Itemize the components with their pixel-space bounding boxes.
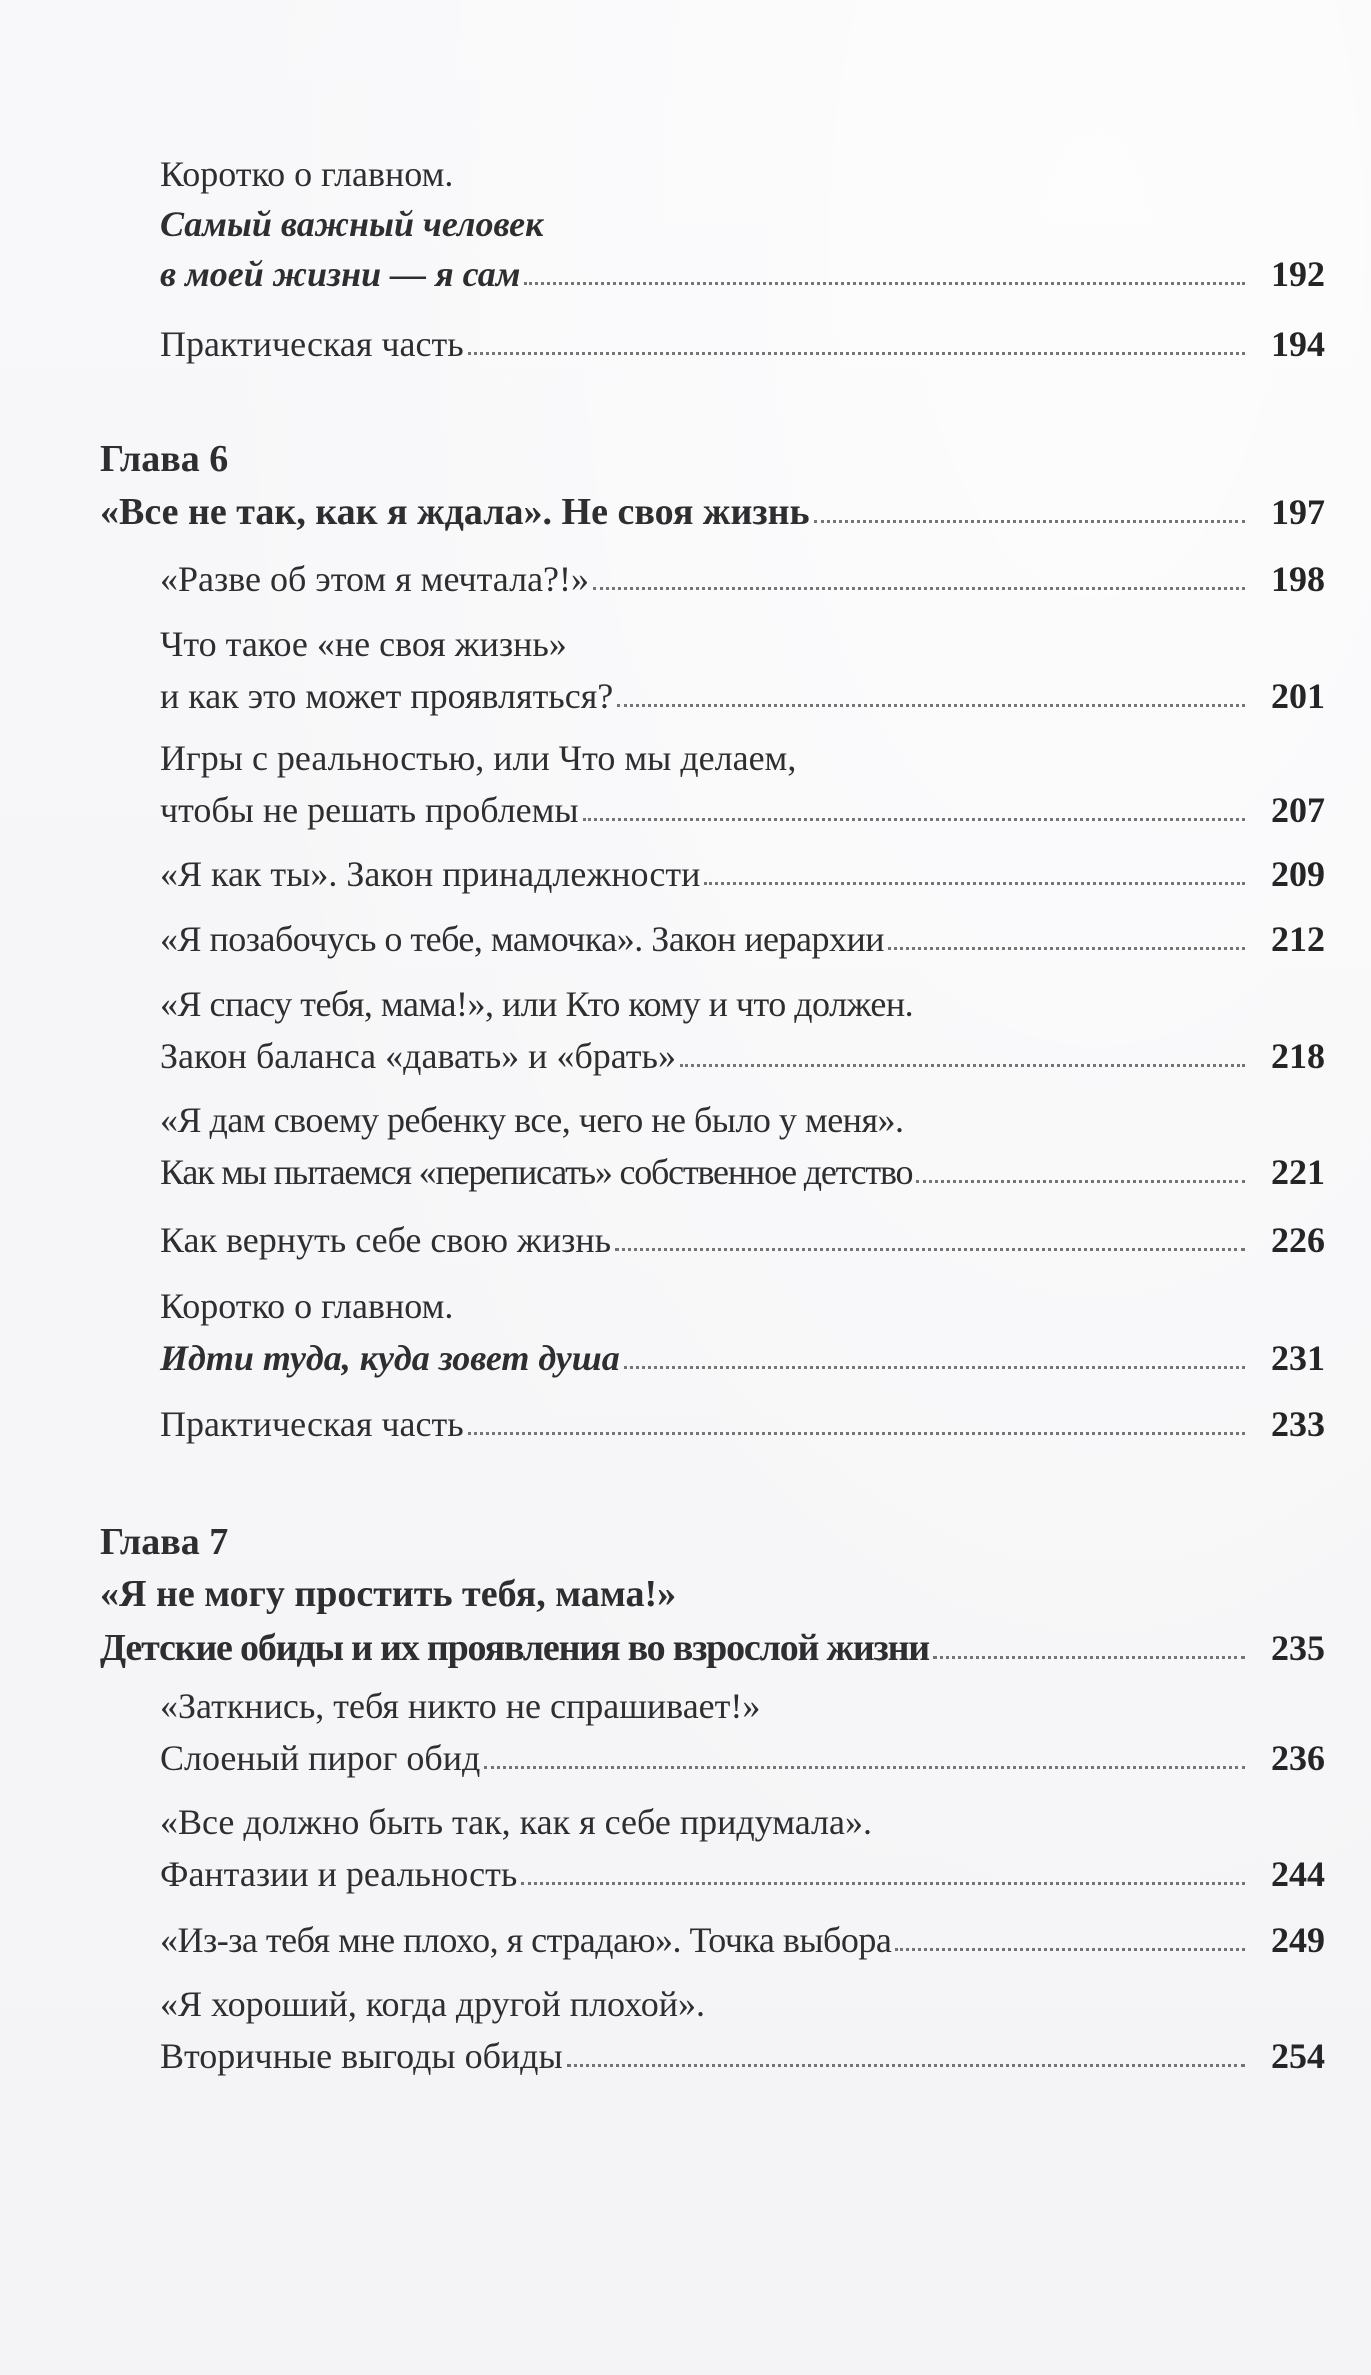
toc-entry-line1: «Я спасу тебя, мама!», или Кто кому и что должен. — [160, 984, 914, 1024]
toc-entry-summary-line2: Самый важный человек — [160, 204, 544, 244]
toc-entry[interactable]: Как вернуть себе свою жизнь 226 — [160, 1220, 1325, 1260]
leader-dots — [484, 1766, 1245, 1769]
toc-entry[interactable]: Слоеный пирог обид 236 — [160, 1738, 1325, 1778]
toc-entry[interactable]: «Из-за тебя мне плохо, я страдаю». Точка выбора 249 — [160, 1920, 1325, 1960]
toc-entry-summary[interactable]: в моей жизни — я сам 192 — [160, 254, 1325, 294]
leader-dots — [933, 1656, 1245, 1659]
page-number: 207 — [1271, 790, 1325, 830]
toc-entry[interactable]: чтобы не решать проблемы 207 — [160, 790, 1325, 830]
page-number: 244 — [1271, 1854, 1325, 1894]
page-number: 192 — [1271, 254, 1325, 294]
toc-entry-summary-line1: Коротко о главном. — [160, 154, 454, 194]
page-number: 194 — [1271, 324, 1325, 364]
toc-entry-summary-line1: Коротко о главном. — [160, 1286, 454, 1326]
leader-dots — [704, 882, 1245, 885]
toc-entry-line1: «Все должно быть так, как я себе придумала». — [160, 1802, 872, 1842]
leader-dots — [468, 352, 1245, 355]
leader-dots — [524, 282, 1245, 285]
toc-entry-line1: «Заткнись, тебя никто не спрашивает!» — [160, 1686, 761, 1726]
toc-entry-line1: «Я хороший, когда другой плохой». — [160, 1984, 706, 2024]
page-number: 233 — [1271, 1404, 1325, 1444]
toc-entry[interactable]: Вторичные выгоды обиды 254 — [160, 2036, 1325, 2076]
page-number: 235 — [1271, 1628, 1325, 1668]
leader-dots — [624, 1366, 1245, 1369]
toc-entry-practical[interactable]: Практическая часть 194 — [160, 324, 1325, 364]
page-number: 209 — [1271, 854, 1325, 894]
page-number: 236 — [1271, 1738, 1325, 1778]
toc-entry[interactable]: Закон баланса «давать» и «брать» 218 — [160, 1036, 1325, 1076]
leader-dots — [916, 1180, 1245, 1183]
leader-dots — [680, 1064, 1245, 1067]
page-number: 226 — [1271, 1220, 1325, 1260]
toc-entry[interactable]: и как это может проявляться? 201 — [160, 676, 1325, 716]
page-number: 218 — [1271, 1036, 1325, 1076]
toc-entry[interactable]: Фантазии и реальность 244 — [160, 1854, 1325, 1894]
leader-dots — [583, 818, 1245, 821]
leader-dots — [521, 1882, 1245, 1885]
page-number: 198 — [1271, 559, 1325, 599]
page-number: 254 — [1271, 2036, 1325, 2076]
leader-dots — [617, 704, 1245, 707]
leader-dots — [615, 1248, 1245, 1251]
toc-entry-summary[interactable]: Идти туда, куда зовет душа 231 — [160, 1338, 1325, 1378]
toc-entry[interactable]: Как мы пытаемся «переписать» собственное детство 221 — [160, 1152, 1325, 1192]
toc-entry-practical[interactable]: Практическая часть 233 — [160, 1404, 1325, 1444]
page-number: 201 — [1271, 676, 1325, 716]
toc-entry-line1: Что такое «не своя жизнь» — [160, 624, 567, 664]
leader-dots — [468, 1432, 1245, 1435]
chapter-7-label: Глава 7 — [100, 1521, 229, 1563]
toc-entry-line1: Игры с реальностью, или Что мы делаем, — [160, 738, 797, 778]
page-number: 231 — [1271, 1338, 1325, 1378]
toc-entry-line1: «Я дам своему ребенку все, чего не было у меня». — [160, 1100, 904, 1140]
chapter-6-title[interactable]: «Все не так, как я ждала». Не своя жизнь 197 — [100, 491, 1325, 533]
leader-dots — [593, 587, 1245, 590]
toc-entry[interactable]: «Я позабочусь о тебе, мамочка». Закон иерархии 212 — [160, 919, 1325, 959]
toc-entry[interactable]: «Разве об этом я мечтала?!» 198 — [160, 559, 1325, 599]
page-number: 249 — [1271, 1920, 1325, 1960]
leader-dots — [567, 2064, 1245, 2067]
toc-entry[interactable]: «Я как ты». Закон принадлежности 209 — [160, 854, 1325, 894]
leader-dots — [888, 947, 1245, 950]
chapter-7-title[interactable]: Детские обиды и их проявления во взрослой жизни 235 — [100, 1627, 1325, 1669]
page-number: 221 — [1271, 1152, 1325, 1192]
page-number: 212 — [1271, 919, 1325, 959]
page-number: 197 — [1271, 492, 1325, 532]
chapter-7-title-line1: «Я не могу простить тебя, мама!» — [100, 1573, 677, 1615]
leader-dots — [814, 520, 1245, 523]
leader-dots — [895, 1948, 1245, 1951]
chapter-6-label: Глава 6 — [100, 438, 229, 480]
